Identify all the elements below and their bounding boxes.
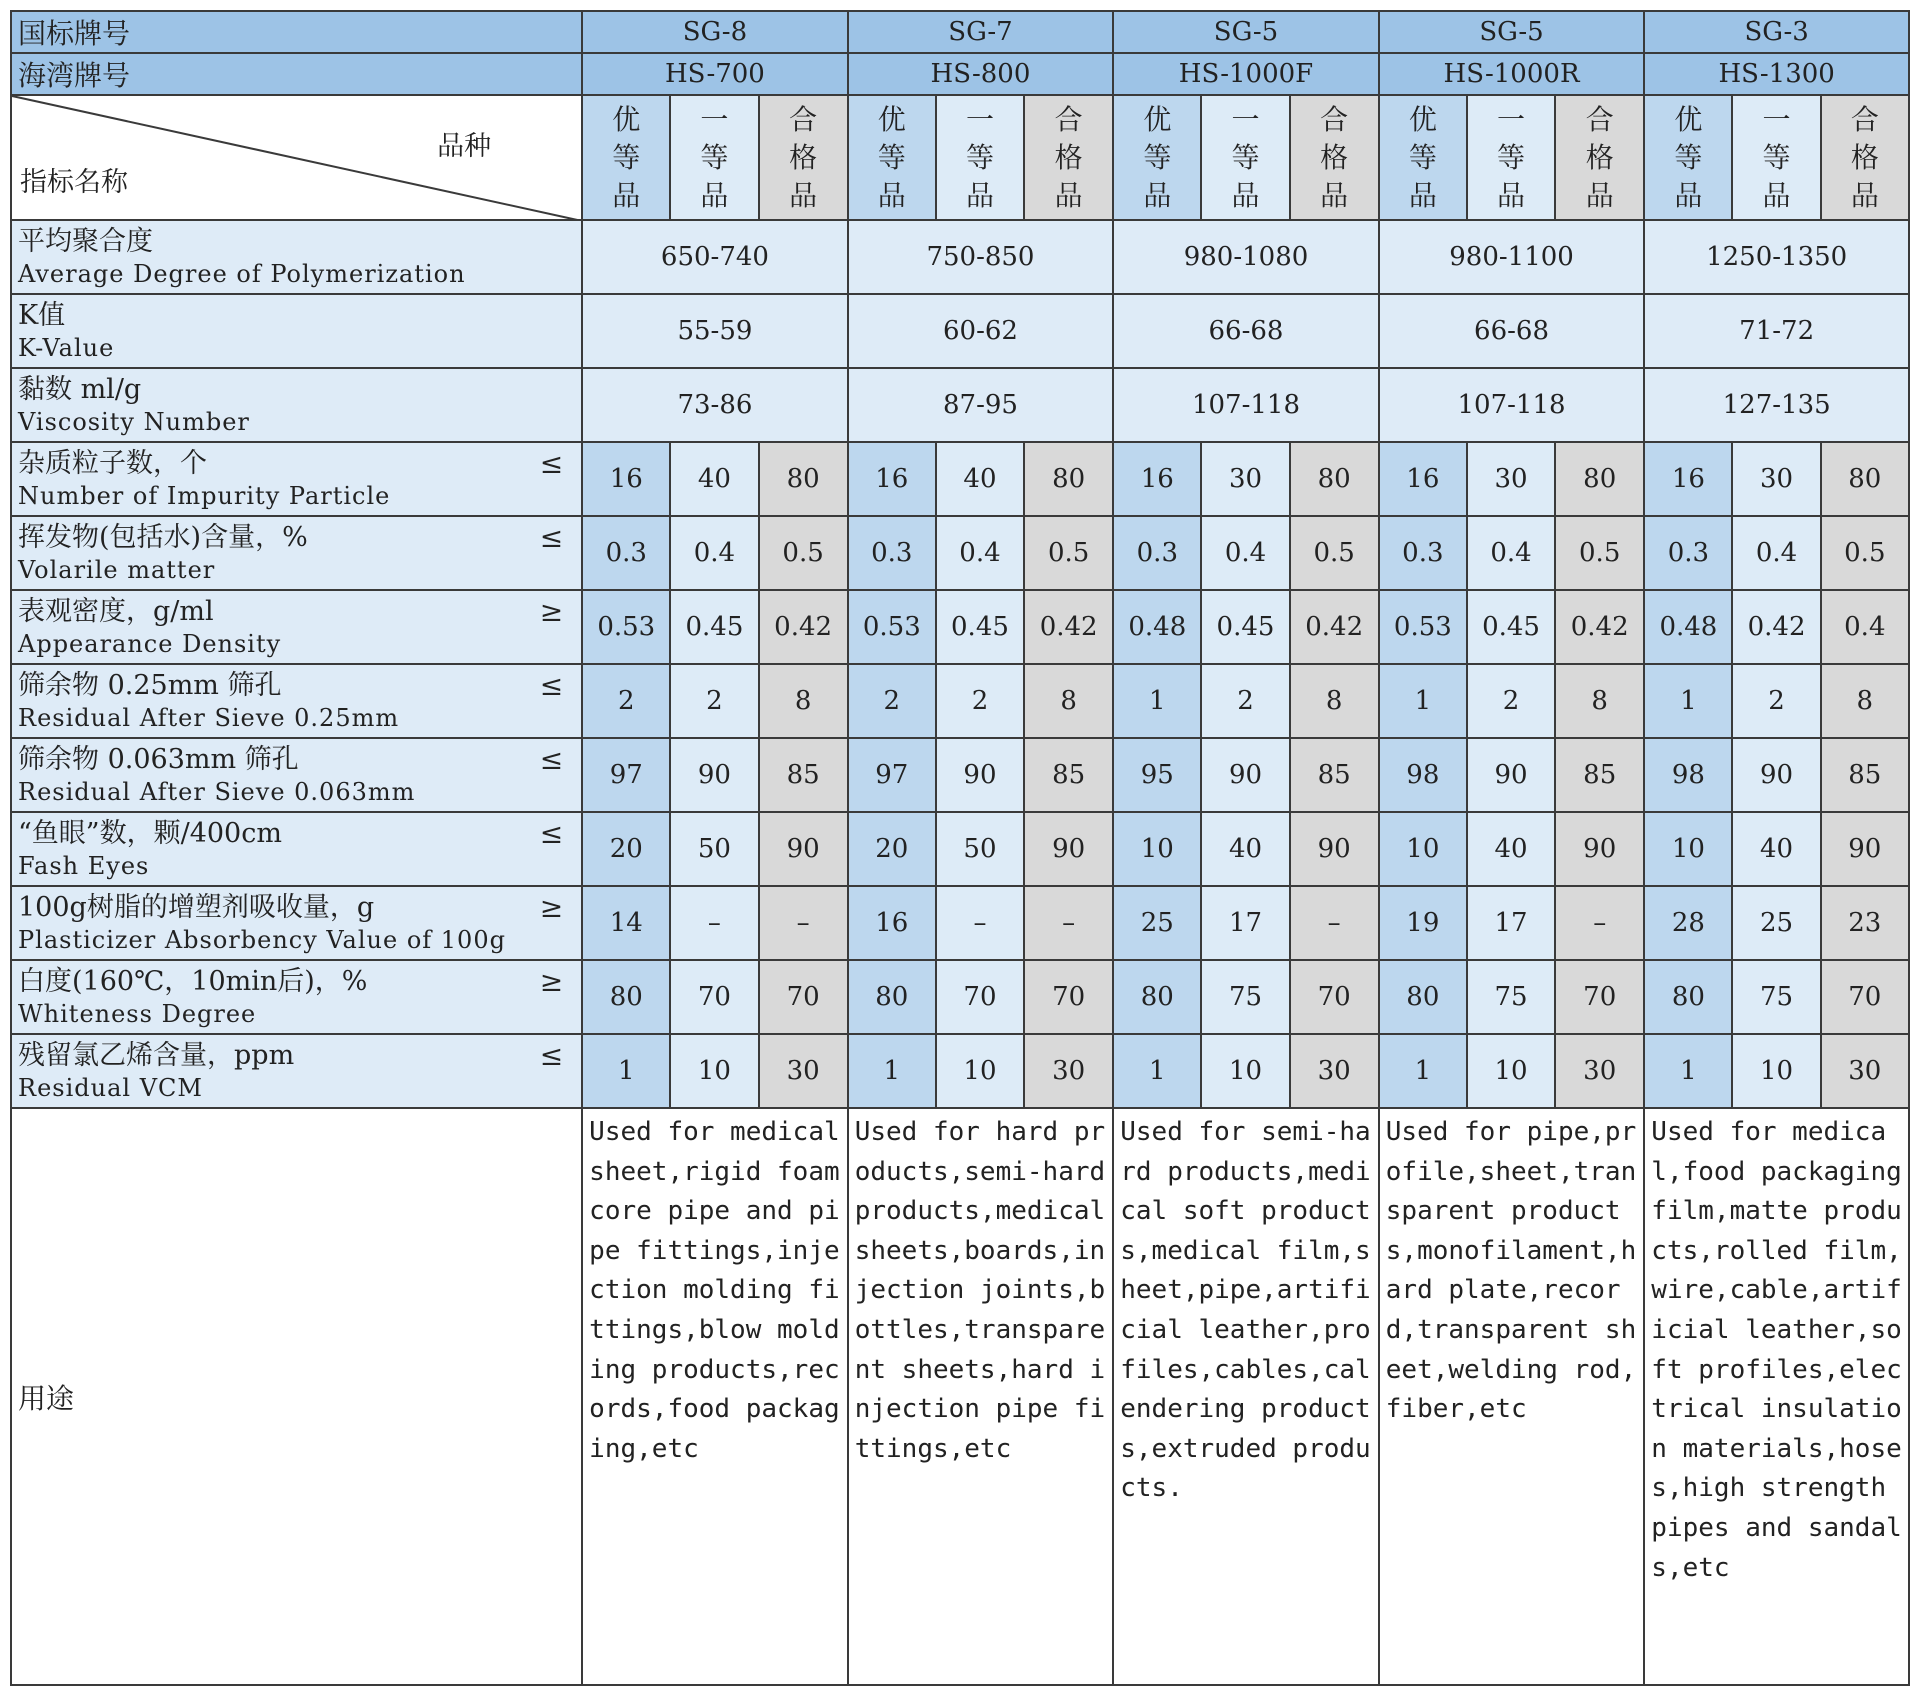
value-cell: 90 xyxy=(1024,812,1113,886)
value-cell: 40 xyxy=(1732,812,1820,886)
value-cell: 0.42 xyxy=(1555,590,1644,664)
index-name-zh: 黏数 ml/g xyxy=(18,374,142,405)
value-cell: 0.3 xyxy=(582,516,670,590)
value-cell: 23 xyxy=(1821,886,1909,960)
range-value-cell: 55-59 xyxy=(582,294,848,368)
value-cell: 8 xyxy=(1024,664,1113,738)
value-cell: 0.5 xyxy=(1290,516,1379,590)
value-cell: 16 xyxy=(1644,442,1732,516)
value-cell: 85 xyxy=(759,738,848,812)
value-cell: 0.5 xyxy=(759,516,848,590)
range-value-cell: 750-850 xyxy=(848,220,1114,294)
value-cell: – xyxy=(759,886,848,960)
comparison-operator: ≥ xyxy=(539,891,564,924)
value-cell: 17 xyxy=(1201,886,1289,960)
index-name-en: Volarile matter xyxy=(18,556,216,584)
index-name-cell xyxy=(11,442,582,516)
index-name-en: Residual VCM xyxy=(18,1074,203,1102)
range-value-cell: 66-68 xyxy=(1113,294,1379,368)
value-cell: 50 xyxy=(936,812,1024,886)
value-cell: 30 xyxy=(1024,1034,1113,1108)
value-cell: 2 xyxy=(1732,664,1820,738)
gb-grade: SG-3 xyxy=(1644,11,1909,53)
value-cell: 30 xyxy=(1290,1034,1379,1108)
value-cell: 0.53 xyxy=(1379,590,1467,664)
value-cell: 10 xyxy=(936,1034,1024,1108)
value-cell: 30 xyxy=(1467,442,1555,516)
value-cell: 1 xyxy=(1113,1034,1201,1108)
quality-level-header: 一 等 品 xyxy=(1201,95,1289,220)
range-value-cell: 71-72 xyxy=(1644,294,1909,368)
quality-level-header: 优 等 品 xyxy=(582,95,670,220)
index-name-cell xyxy=(11,886,582,960)
value-cell: 20 xyxy=(848,812,936,886)
value-cell: 70 xyxy=(759,960,848,1034)
value-cell: 85 xyxy=(1555,738,1644,812)
diagonal-line xyxy=(12,96,582,221)
value-cell: 70 xyxy=(1821,960,1909,1034)
index-name-cell xyxy=(11,812,582,886)
value-cell: 10 xyxy=(1201,1034,1289,1108)
value-cell: 90 xyxy=(1290,812,1379,886)
value-cell: 0.4 xyxy=(1201,516,1289,590)
quality-level-header: 优 等 品 xyxy=(848,95,936,220)
value-cell: 25 xyxy=(1732,886,1820,960)
gb-grade: SG-5 xyxy=(1113,11,1379,53)
value-cell: 97 xyxy=(582,738,670,812)
value-cell: 80 xyxy=(1644,960,1732,1034)
value-cell: 75 xyxy=(1201,960,1289,1034)
range-value-cell: 107-118 xyxy=(1113,368,1379,442)
table-row xyxy=(11,960,1909,1034)
value-cell: 1 xyxy=(1113,664,1201,738)
usage-text: Used for medical,food packaging film,matte products,rolled film,wire,cable,artificial leather,soft profiles,electrical insulation materials,hoses,high strength pipes and sandals,etc xyxy=(1644,1108,1909,1685)
value-cell: 16 xyxy=(848,442,936,516)
table-row xyxy=(11,590,1909,664)
value-cell: 25 xyxy=(1113,886,1201,960)
table-row xyxy=(11,812,1909,886)
value-cell: 70 xyxy=(670,960,758,1034)
value-cell: 40 xyxy=(936,442,1024,516)
value-cell: 0.3 xyxy=(1113,516,1201,590)
value-cell: 2 xyxy=(1201,664,1289,738)
value-cell: 75 xyxy=(1732,960,1820,1034)
value-cell: 80 xyxy=(1113,960,1201,1034)
comparison-operator: ≤ xyxy=(539,447,564,480)
value-cell: 98 xyxy=(1644,738,1732,812)
quality-level-header: 优 等 品 xyxy=(1644,95,1732,220)
value-cell: 80 xyxy=(1379,960,1467,1034)
table-row xyxy=(11,738,1909,812)
value-cell: 0.5 xyxy=(1821,516,1909,590)
index-name-en: K-Value xyxy=(18,334,115,362)
index-name-label: 指标名称 xyxy=(20,167,128,198)
value-cell: 90 xyxy=(1201,738,1289,812)
index-name-cell xyxy=(11,368,582,442)
hs-label: 海湾牌号 xyxy=(11,53,582,95)
range-value-cell: 73-86 xyxy=(582,368,848,442)
value-cell: – xyxy=(1555,886,1644,960)
value-cell: 0.53 xyxy=(848,590,936,664)
value-cell: 90 xyxy=(1732,738,1820,812)
index-name-cell xyxy=(11,1034,582,1108)
value-cell: 0.5 xyxy=(1555,516,1644,590)
value-cell: 16 xyxy=(582,442,670,516)
value-cell: 85 xyxy=(1024,738,1113,812)
value-cell: 30 xyxy=(1555,1034,1644,1108)
value-cell: 8 xyxy=(1290,664,1379,738)
value-cell: – xyxy=(670,886,758,960)
value-cell: 1 xyxy=(1644,1034,1732,1108)
variety-label: 品种 xyxy=(437,131,492,162)
hs-grade: HS-1000F xyxy=(1113,53,1379,95)
index-name-en: Residual After Sieve 0.063mm xyxy=(18,778,416,806)
value-cell: 0.4 xyxy=(1732,516,1820,590)
value-cell: 75 xyxy=(1467,960,1555,1034)
value-cell: 90 xyxy=(936,738,1024,812)
index-name-zh: “鱼眼”数，颗/400cm xyxy=(18,818,282,849)
index-name-zh: 白度(160℃，10min后)，% xyxy=(18,966,368,997)
value-cell: 0.45 xyxy=(1467,590,1555,664)
value-cell: 97 xyxy=(848,738,936,812)
value-cell: 10 xyxy=(670,1034,758,1108)
value-cell: 0.4 xyxy=(936,516,1024,590)
value-cell: 0.45 xyxy=(670,590,758,664)
value-cell: 85 xyxy=(1821,738,1909,812)
value-cell: 80 xyxy=(1290,442,1379,516)
hs-grade: HS-700 xyxy=(582,53,848,95)
value-cell: 2 xyxy=(936,664,1024,738)
value-cell: 0.45 xyxy=(1201,590,1289,664)
comparison-operator: ≤ xyxy=(539,669,564,702)
value-cell: 90 xyxy=(1821,812,1909,886)
range-value-cell: 980-1080 xyxy=(1113,220,1379,294)
value-cell: 50 xyxy=(670,812,758,886)
gb-grade: SG-7 xyxy=(848,11,1114,53)
index-name-en: Appearance Density xyxy=(18,630,282,658)
index-name-zh: 筛余物 0.25mm 筛孔 xyxy=(18,670,282,701)
value-cell: 17 xyxy=(1467,886,1555,960)
comparison-operator: ≥ xyxy=(539,965,564,998)
value-cell: 16 xyxy=(848,886,936,960)
quality-level-header: 优 等 品 xyxy=(1379,95,1467,220)
value-cell: 10 xyxy=(1644,812,1732,886)
value-cell: 0.42 xyxy=(1290,590,1379,664)
value-cell: 28 xyxy=(1644,886,1732,960)
quality-level-header: 一 等 品 xyxy=(670,95,758,220)
value-cell: 85 xyxy=(1290,738,1379,812)
value-cell: 0.3 xyxy=(1379,516,1467,590)
index-name-en: Residual After Sieve 0.25mm xyxy=(18,704,400,732)
range-value-cell: 107-118 xyxy=(1379,368,1645,442)
range-value-cell: 66-68 xyxy=(1379,294,1645,368)
value-cell: 8 xyxy=(759,664,848,738)
value-cell: 16 xyxy=(1113,442,1201,516)
table-row xyxy=(11,664,1909,738)
index-name-zh: 100g树脂的增塑剂吸收量，g xyxy=(18,892,375,923)
value-cell: 80 xyxy=(848,960,936,1034)
table-row xyxy=(11,368,1909,442)
hs-grade: HS-1300 xyxy=(1644,53,1909,95)
value-cell: 30 xyxy=(1201,442,1289,516)
value-cell: 10 xyxy=(1113,812,1201,886)
value-cell: 10 xyxy=(1379,812,1467,886)
range-value-cell: 1250-1350 xyxy=(1644,220,1909,294)
value-cell: 0.53 xyxy=(582,590,670,664)
value-cell: 90 xyxy=(670,738,758,812)
value-cell: 80 xyxy=(1555,442,1644,516)
value-cell: 2 xyxy=(1467,664,1555,738)
gb-label: 国标牌号 xyxy=(11,11,582,53)
value-cell: 80 xyxy=(1024,442,1113,516)
value-cell: 0.4 xyxy=(1821,590,1909,664)
value-cell: 40 xyxy=(1467,812,1555,886)
value-cell: 80 xyxy=(759,442,848,516)
comparison-operator: ≤ xyxy=(539,817,564,850)
value-cell: 90 xyxy=(1555,812,1644,886)
value-cell: 1 xyxy=(582,1034,670,1108)
quality-level-header: 一 等 品 xyxy=(1467,95,1555,220)
comparison-operator: ≤ xyxy=(539,521,564,554)
value-cell: 0.48 xyxy=(1113,590,1201,664)
gb-grade: SG-8 xyxy=(582,11,848,53)
value-cell: 16 xyxy=(1379,442,1467,516)
value-cell: 0.5 xyxy=(1024,516,1113,590)
value-cell: 10 xyxy=(1732,1034,1820,1108)
value-cell: 1 xyxy=(1379,664,1467,738)
value-cell: 2 xyxy=(848,664,936,738)
value-cell: 0.3 xyxy=(1644,516,1732,590)
usage-text: Used for pipe,profile,sheet,transparent products,monofilament,hard plate,record,transparent sheet,welding rod,fiber,etc xyxy=(1379,1108,1645,1685)
index-name-cell xyxy=(11,960,582,1034)
table-row xyxy=(11,886,1909,960)
gb-grade-row xyxy=(11,11,1909,53)
value-cell: 2 xyxy=(582,664,670,738)
quality-level-header: 合 格 品 xyxy=(1024,95,1113,220)
index-name-zh: 杂质粒子数，个 xyxy=(18,448,207,479)
quality-level-row xyxy=(11,95,1909,220)
value-cell: 80 xyxy=(582,960,670,1034)
value-cell: 0.3 xyxy=(848,516,936,590)
value-cell: 1 xyxy=(1379,1034,1467,1108)
quality-level-header: 合 格 品 xyxy=(1555,95,1644,220)
value-cell: 0.4 xyxy=(1467,516,1555,590)
value-cell: – xyxy=(936,886,1024,960)
value-cell: 70 xyxy=(936,960,1024,1034)
value-cell: 70 xyxy=(1290,960,1379,1034)
hs-grade: HS-800 xyxy=(848,53,1114,95)
value-cell: 70 xyxy=(1024,960,1113,1034)
value-cell: 2 xyxy=(670,664,758,738)
index-name-en: Number of Impurity Particle xyxy=(18,482,391,510)
index-name-en: Whiteness Degree xyxy=(18,1000,257,1028)
table-row xyxy=(11,220,1909,294)
hs-grade-row xyxy=(11,53,1909,95)
quality-level-header: 合 格 品 xyxy=(759,95,848,220)
index-name-zh: 表观密度，g/ml xyxy=(18,596,214,627)
diagonal-header-cell xyxy=(11,95,582,220)
value-cell: 0.42 xyxy=(1732,590,1820,664)
value-cell: 70 xyxy=(1555,960,1644,1034)
range-value-cell: 127-135 xyxy=(1644,368,1909,442)
quality-level-header: 一 等 品 xyxy=(1732,95,1820,220)
range-value-cell: 60-62 xyxy=(848,294,1114,368)
value-cell: 0.48 xyxy=(1644,590,1732,664)
index-name-zh: 筛余物 0.063mm 筛孔 xyxy=(18,744,299,775)
index-name-cell xyxy=(11,738,582,812)
value-cell: 30 xyxy=(1821,1034,1909,1108)
value-cell: 95 xyxy=(1113,738,1201,812)
value-cell: 80 xyxy=(1821,442,1909,516)
value-cell: – xyxy=(1290,886,1379,960)
value-cell: 19 xyxy=(1379,886,1467,960)
usage-label: 用途 xyxy=(11,1108,582,1685)
value-cell: 30 xyxy=(759,1034,848,1108)
index-name-cell xyxy=(11,590,582,664)
quality-level-header: 合 格 品 xyxy=(1290,95,1379,220)
usage-text: Used for semi-hard products,medical soft products,medical film,sheet,pipe,artificial leather,profiles,cables,calendering products,extruded products. xyxy=(1113,1108,1379,1685)
value-cell: 10 xyxy=(1467,1034,1555,1108)
index-name-cell xyxy=(11,664,582,738)
index-name-zh: K值 xyxy=(18,300,66,331)
value-cell: 30 xyxy=(1732,442,1820,516)
index-name-cell xyxy=(11,294,582,368)
value-cell: 20 xyxy=(582,812,670,886)
index-name-zh: 平均聚合度 xyxy=(18,226,153,257)
table-row xyxy=(11,516,1909,590)
comparison-operator: ≤ xyxy=(539,743,564,776)
value-cell: 0.4 xyxy=(670,516,758,590)
usage-text: Used for hard products,semi-hard products,medical sheets,boards,injection joints,bottles,transparent sheets,hard injection pipe fittings,etc xyxy=(848,1108,1114,1685)
index-name-cell xyxy=(11,220,582,294)
hs-grade: HS-1000R xyxy=(1379,53,1645,95)
usage-text: Used for medical sheet,rigid foam core pipe and pipe fittings,injection molding fittings,blow molding products,records,food packaging,etc xyxy=(582,1108,848,1685)
value-cell: 8 xyxy=(1821,664,1909,738)
value-cell: 40 xyxy=(1201,812,1289,886)
value-cell: 98 xyxy=(1379,738,1467,812)
index-name-cell xyxy=(11,516,582,590)
value-cell: 90 xyxy=(759,812,848,886)
index-name-en: Plasticizer Absorbency Value of 100g xyxy=(18,926,506,954)
value-cell: 90 xyxy=(1467,738,1555,812)
pvc-spec-table xyxy=(10,10,1918,1686)
gb-grade: SG-5 xyxy=(1379,11,1645,53)
table-row xyxy=(11,294,1909,368)
index-name-en: Average Degree of Polymerization xyxy=(18,260,466,288)
index-name-en: Viscosity Number xyxy=(18,408,250,436)
comparison-operator: ≥ xyxy=(539,595,564,628)
range-value-cell: 980-1100 xyxy=(1379,220,1645,294)
index-name-zh: 残留氯乙烯含量，ppm xyxy=(18,1040,295,1071)
value-cell: 0.42 xyxy=(759,590,848,664)
value-cell: 1 xyxy=(848,1034,936,1108)
index-name-zh: 挥发物(包括水)含量，% xyxy=(18,522,308,553)
index-name-en: Fash Eyes xyxy=(18,852,150,880)
value-cell: 1 xyxy=(1644,664,1732,738)
value-cell: 0.42 xyxy=(1024,590,1113,664)
quality-level-header: 优 等 品 xyxy=(1113,95,1201,220)
usage-row xyxy=(11,1108,1909,1685)
value-cell: 40 xyxy=(670,442,758,516)
comparison-operator: ≤ xyxy=(539,1039,564,1072)
value-cell: 14 xyxy=(582,886,670,960)
quality-level-header: 合 格 品 xyxy=(1821,95,1909,220)
table-row xyxy=(11,442,1909,516)
range-value-cell: 650-740 xyxy=(582,220,848,294)
table-row xyxy=(11,1034,1909,1108)
value-cell: 0.45 xyxy=(936,590,1024,664)
range-value-cell: 87-95 xyxy=(848,368,1114,442)
value-cell: 8 xyxy=(1555,664,1644,738)
quality-level-header: 一 等 品 xyxy=(936,95,1024,220)
value-cell: – xyxy=(1024,886,1113,960)
